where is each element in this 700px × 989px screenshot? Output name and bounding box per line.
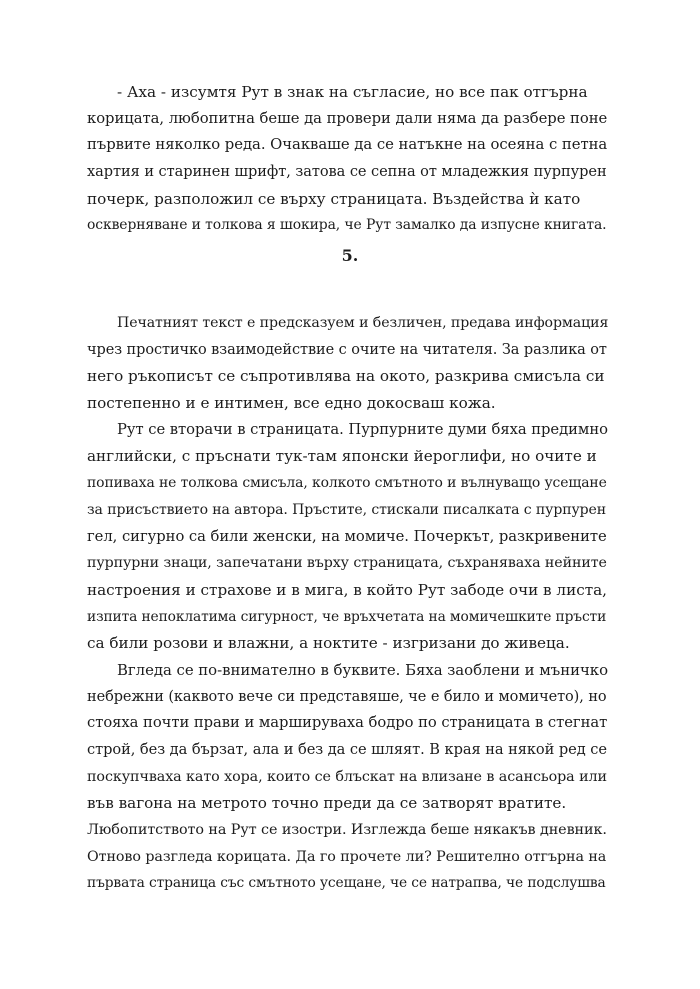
paragraph-line: поскупчваха като хора, които се блъскат на влизане в асансьора или (87, 768, 607, 785)
paragraph-line: първите няколко реда. Очакваше да се натъкне на осеяна с петна (87, 136, 608, 154)
paragraph-line: във вагона на метрото точно преди да се затворят вратите. (87, 794, 567, 813)
paragraph-line: пурпурни знаци, запечатани върху страницата, съхраняваха нейните (87, 555, 607, 572)
paragraph-line: изпита непоклатима сигурност, че връхчетата на момичешките пръсти (87, 608, 607, 625)
paragraph-line: Печатният текст е предсказуем и безличен, предава информация (117, 315, 609, 331)
paragraph-line: Вгледа се по-внимателно в буквите. Бяха заоблени и мъничко (117, 660, 608, 679)
paragraph-line: - Аха - изсумтя Рут в знак на съгласие, но все пак отгърна (117, 83, 588, 101)
paragraph-line: небрежни (каквото вече си представяше, че е било и момичето), но (87, 688, 607, 705)
paragraph-line: попиваха не толкова смисъла, колкото смътното и вълнуващо усещане (87, 475, 607, 492)
paragraph-line: настроения и страхове и в мига, в който Рут забоде очи в листа, (87, 580, 607, 599)
paragraph-line: стояха почти прави и маршируваха бодро по страницата в стегнат (87, 714, 608, 732)
paragraph-line: постепенно и е интимен, все едно докосваш кожа. (87, 394, 496, 413)
paragraph-line: английски, с пръснати тук-там японски йероглифи, но очите и (87, 447, 597, 466)
paragraph-line: Отново разгледа корицата. Да го прочете ли? Решително отгърна на (87, 848, 607, 865)
chapter-number: 5. (341, 246, 359, 265)
paragraph-line: корицата, любопитна беше да провери дали няма да разбере поне (87, 109, 608, 127)
paragraph-line: за присъствието на автора. Пръстите, стискали писалката с пурпурен (87, 501, 606, 518)
paragraph-line: са били розови и влажни, а ноктите - изгризани до живеца. (87, 634, 570, 653)
paragraph-line: хартия и старинен шрифт, затова се сепна от младежкия пурпурен (87, 163, 607, 181)
paragraph-line: чрез простичко взаимодействие с очите на читателя. За разлика от (87, 341, 607, 358)
paragraph-line: Рут се вторачи в страницата. Пурпурните думи бяха предимно (117, 420, 608, 438)
paragraph-line: Любопитството на Рут се изостри. Изглежда беше някакъв дневник. (87, 822, 607, 839)
paragraph-line: строй, без да бързат, ала и без да се шляят. В края на някой ред се (87, 741, 607, 758)
paragraph-line: първата страница със смътното усещане, че се натрапва, че подслушва (87, 875, 606, 892)
paragraph-line: почерк, разположил се върху страницата. Въздейства ѝ като (87, 189, 581, 208)
section-2-text (87, 310, 607, 897)
paragraph-line: него ръкописът се съпротивлява на окото, разкрива смисъла си (87, 367, 605, 386)
section-1-text (87, 79, 607, 239)
paragraph-line: гел, сигурно са били женски, на момиче. Почеркът, разкривените (87, 527, 607, 545)
paragraph-line: оскверняване и толкова я шокира, че Рут замалко да изпусне книгата. (87, 217, 607, 234)
